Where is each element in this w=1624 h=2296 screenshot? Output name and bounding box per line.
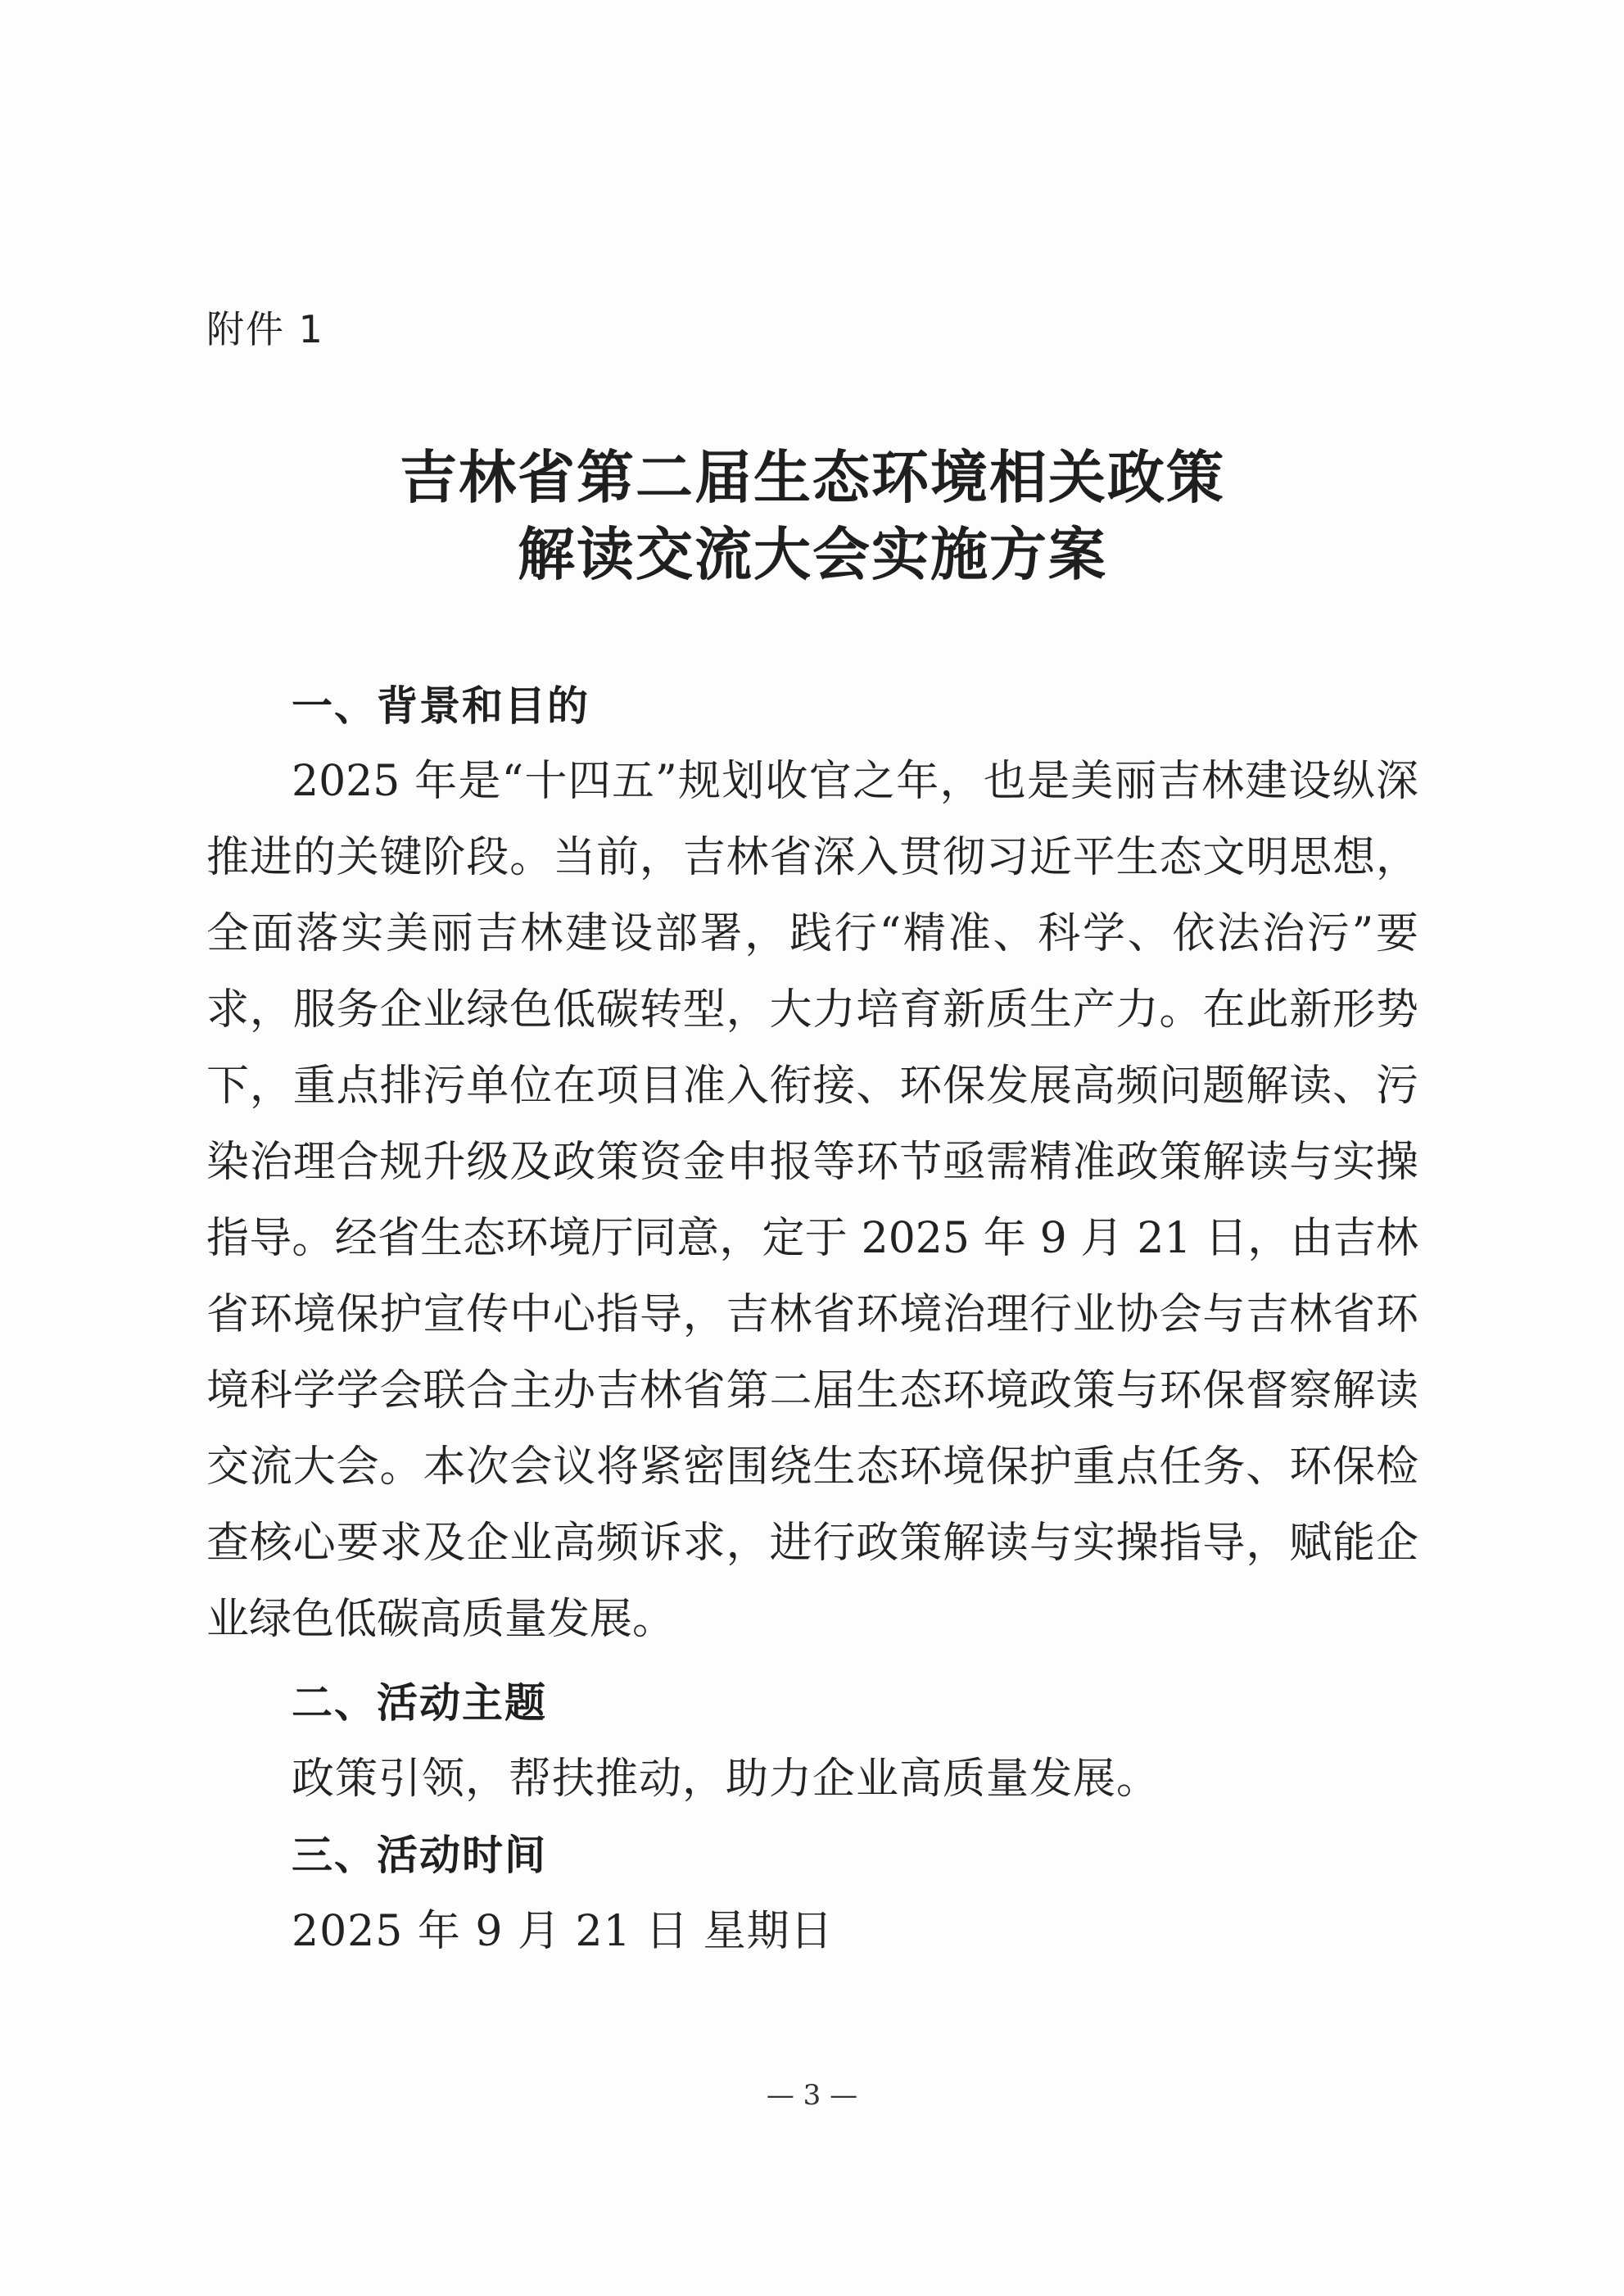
page-number: — 3 — — [766, 2079, 858, 2112]
attachment-label: 附件 1 — [206, 307, 324, 351]
section-heading-theme: 二、活动主题 — [292, 1679, 547, 1727]
section-body-background: 2025 年是“十四五”规划收官之年，也是美丽吉林建设纵深推进的关键阶段。当前，吉林省深入贯彻习近平生态文明思想，全面落实美丽吉林建设部署，践行“精准、科学、依法治污”要求，服务企业绿色低碳转型，大力培育新质生产力。在此新形势下，重点排污单位在项目准入衔接、环保发展高频问题解读、污染治理合规升级及政策资金申报等环节亟需精准政策解读与实操指导。经省生态环境厅同意，定于 2025 年 9 月 21 日，由吉林省环境保护宣传中心指导，吉林省环境治理行业协会与吉林省环境科学学会联合主办吉林省第二届生态环境政策与环保督察解读交流大会。本次会议将紧密围绕生态环境保护重点任务、环保检查核心要求及企业高频诉求，进行政策解读与实操指导，赋能企业绿色低碳高质量发展。 — [206, 757, 1418, 1644]
document-title-line-2: 解读交流大会实施方案 — [518, 520, 1107, 588]
section-heading-time: 三、活动时间 — [292, 1832, 547, 1879]
section-body-time: 2025 年 9 月 21 日 星期日 — [292, 1907, 834, 1956]
section-heading-background: 一、背景和目的 — [292, 682, 590, 730]
document-title-line-1: 吉林省第二届生态环境相关政策 — [400, 443, 1225, 511]
section-body-theme: 政策引领，帮扶推动，助力企业高质量发展。 — [292, 1755, 1160, 1804]
